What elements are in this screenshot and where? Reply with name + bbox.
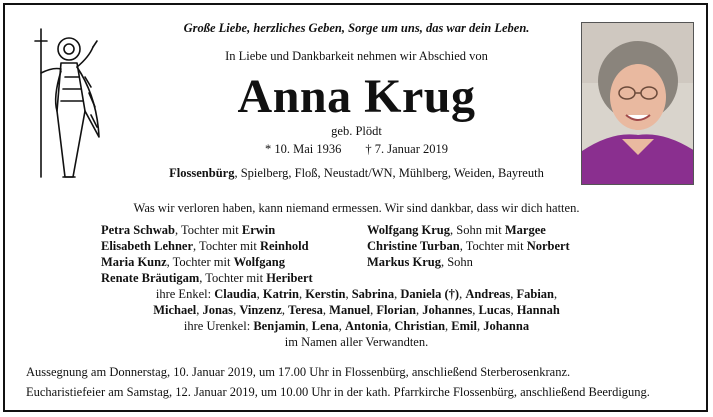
grandchild-name: Hannah [516, 303, 560, 317]
intro-line: In Liebe und Dankbarkeit nehmen wir Abschied von [225, 49, 488, 63]
maiden-name: geb. Plödt [331, 124, 382, 138]
grandchild-name: Manuel [329, 303, 371, 317]
enkel-line-1: ihre Enkel: Claudia, Katrin, Kerstin, Sabrina, Daniela (†), Andreas, Fabian, [155, 287, 558, 301]
grandchild-name: Christian [394, 319, 446, 333]
member-relation: , Sohn mit [450, 223, 505, 237]
death-date: † 7. Januar 2019 [365, 142, 448, 156]
member-partner: Margee [504, 223, 546, 237]
member-name: Petra Schwab [101, 223, 175, 237]
family-member [367, 222, 570, 238]
portrait-icon [582, 23, 694, 185]
grandchild-name: Michael [153, 303, 197, 317]
family-list-left [101, 222, 313, 286]
member-relation: , Tochter mit [193, 239, 260, 253]
grandchild-name: Lena [311, 319, 339, 333]
member-name: Renate Bräutigam [101, 271, 200, 285]
family-member [101, 222, 313, 238]
grandchild-name: Vinzenz [239, 303, 282, 317]
grandchild-name: Antonia [345, 319, 389, 333]
grandchild-name: Fabian [516, 287, 554, 301]
grandchild-name: Johannes [422, 303, 473, 317]
member-relation: , Tochter mit [166, 255, 234, 269]
grandchild-name: Kerstin [305, 287, 346, 301]
family-member [101, 238, 313, 254]
birth-date: * 10. Mai 1936 [264, 142, 342, 156]
motto: Große Liebe, herzliches Geben, Sorge um uns, das war dein Leben. [183, 21, 530, 35]
member-name: Elisabeth Lehner [101, 239, 194, 253]
grandchild-name: Emil [451, 319, 477, 333]
grandchild-name: Claudia [214, 287, 257, 301]
grandchild-name: Benjamin [253, 319, 306, 333]
place-rest: , Spielberg, Floß, Neustadt/WN, Mühlberg, Weiden, Bayreuth [234, 166, 544, 180]
member-partner: Wolfgang [233, 255, 285, 269]
family-member [101, 270, 313, 286]
grandchild-name: Teresa [288, 303, 323, 317]
footer-aussegnung: Aussegnung am Donnerstag, 10. Januar 2019, um 17.00 Uhr in Flossenbürg, anschließend Sterberosenkranz. [26, 365, 571, 379]
footer-eucharistie: Eucharistiefeier am Samstag, 12. Januar 2019, um 10.00 Uhr in der kath. Pfarrkirche Flossenbürg, anschließend Beerdigung. [26, 385, 650, 399]
grandchild-name: Sabrina [351, 287, 395, 301]
family-list-right [367, 222, 570, 270]
member-relation: , Tochter mit [459, 239, 527, 253]
deceased-name: Anna Krug [237, 70, 476, 123]
grandchild-name: Johanna [483, 319, 530, 333]
member-relation: , Tochter mit [199, 271, 267, 285]
member-name: Wolfgang Krug [367, 223, 450, 237]
member-partner: Norbert [526, 239, 570, 253]
member-name: Christine Turban [367, 239, 460, 253]
relatives-line: im Namen aller Verwandten. [284, 335, 429, 349]
grandchildren-block [0, 286, 713, 350]
family-member [367, 254, 570, 270]
enkel-line-2: Michael, Jonas, Vinzenz, Teresa, Manuel, Florian, Johannes, Lucas, Hannah [153, 303, 560, 317]
urenkel-line: ihre Urenkel: Benjamin, Lena, Antonia, Christian, Emil, Johanna [183, 319, 530, 333]
member-relation: , Sohn [440, 255, 473, 269]
grandchild-name: Florian [376, 303, 416, 317]
grandchild-name: Katrin [262, 287, 299, 301]
place-main: Flossenbürg [169, 166, 235, 180]
member-name: Maria Kunz [101, 255, 167, 269]
family-member [101, 254, 313, 270]
grandchild-name: Lucas [478, 303, 511, 317]
portrait-photo [581, 22, 694, 185]
member-partner: Reinhold [259, 239, 309, 253]
member-partner: Erwin [241, 223, 276, 237]
grandchild-name: Andreas [465, 287, 511, 301]
member-name: Markus Krug [367, 255, 441, 269]
member-partner: Heribert [266, 271, 313, 285]
family-member [367, 238, 570, 254]
grandchild-name: Daniela (†) [400, 287, 460, 301]
quote: Was wir verloren haben, kann niemand ermessen. Wir sind dankbar, dass wir dich hatten. [133, 201, 580, 215]
grandchild-name: Jonas [202, 303, 234, 317]
member-relation: , Tochter mit [174, 223, 242, 237]
